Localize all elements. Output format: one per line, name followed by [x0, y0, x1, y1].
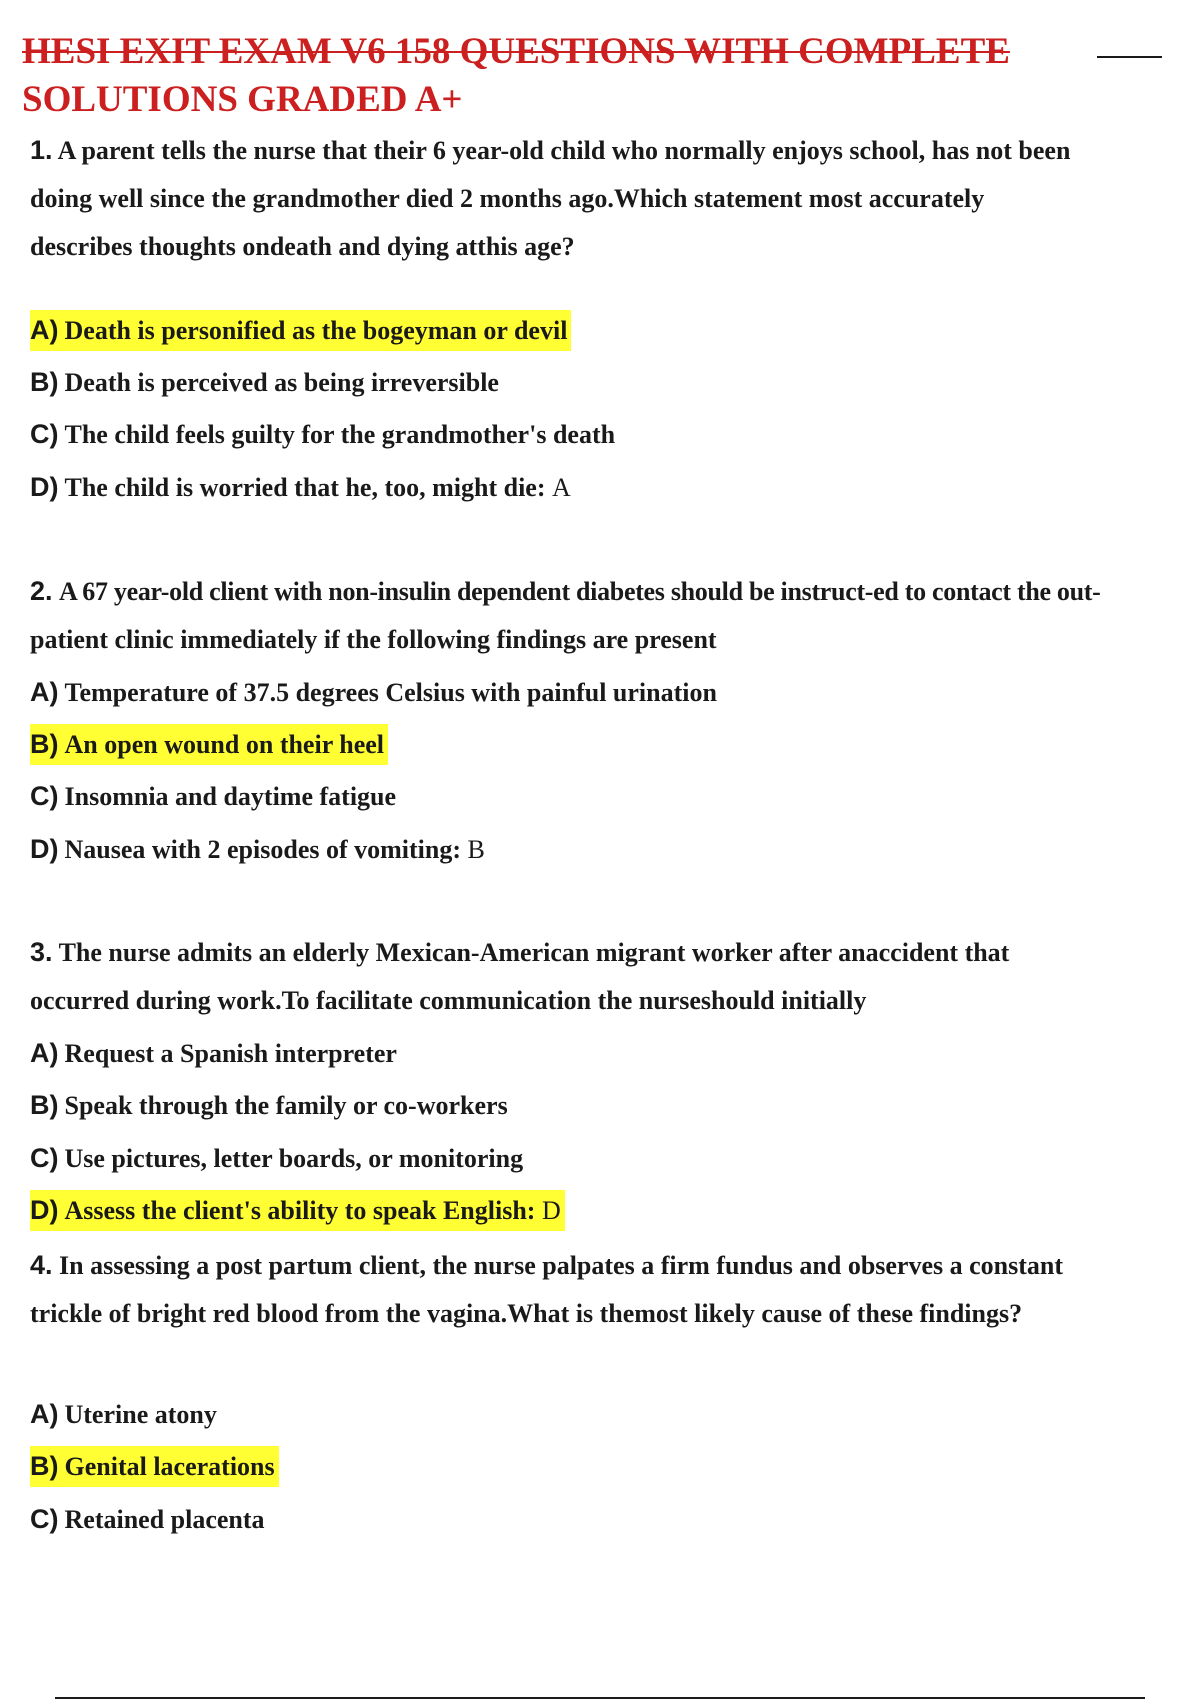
title-strike-extension: [1097, 56, 1162, 58]
q2-option-b: [30, 724, 388, 765]
answer-key: D: [541, 1196, 561, 1225]
q3-option-d: [30, 1190, 565, 1231]
question-text-line: describes thoughts ondeath and dying atthis age?: [30, 232, 575, 261]
q1-option-d: [30, 467, 571, 508]
question-number: 2.: [30, 576, 53, 606]
q3-option-a: [30, 1033, 397, 1074]
option-text: Uterine atony: [64, 1400, 217, 1429]
option-text: Use pictures, letter boards, or monitoring: [64, 1144, 524, 1173]
option-text: Death is perceived as being irreversible: [64, 368, 499, 397]
q3-option-c: [30, 1138, 523, 1179]
option-text: Death is personified as the bogeyman or devil: [64, 316, 568, 345]
question-text-line: A parent tells the nurse that their 6 year-old child who normally enjoys school, has not been: [57, 136, 1071, 165]
q2-option-c: [30, 776, 396, 817]
footer-divider: [55, 1697, 1145, 1699]
option-text: The child is worried that he, too, might die:: [64, 473, 546, 502]
question-number: 3.: [30, 937, 53, 967]
option-letter: A): [30, 677, 59, 707]
q1-option-b: [30, 362, 499, 403]
q4-option-c: [30, 1499, 265, 1540]
option-text: An open wound on their heel: [64, 730, 385, 759]
question-text-line: The nurse admits an elderly Mexican-American migrant worker after anaccident that: [58, 938, 1010, 967]
option-letter: B): [30, 1090, 59, 1120]
option-letter: C): [30, 1143, 59, 1173]
option-letter: C): [30, 1504, 59, 1534]
option-text: The child feels guilty for the grandmother's death: [64, 420, 616, 449]
q4-option-a: [30, 1394, 217, 1435]
title-line-1: HESI EXIT EXAM V6 158 QUESTIONS WITH COMPLETE: [22, 28, 1152, 76]
q4-option-b: [30, 1446, 279, 1487]
question-text-line: patient clinic immediately if the following findings are present: [30, 625, 717, 654]
q3-option-b: [30, 1085, 508, 1126]
question-text-line: occurred during work.To facilitate communication the nurseshould initially: [30, 986, 867, 1015]
q2-option-a: [30, 672, 717, 713]
q1-option-c: [30, 414, 615, 455]
option-text: Nausea with 2 episodes of vomiting:: [64, 835, 462, 864]
question-3: [30, 928, 1190, 1025]
option-text: Retained placenta: [64, 1505, 265, 1534]
question-1: [30, 126, 1190, 271]
question-text-line: doing well since the grandmother died 2 months ago.Which statement most accurately: [30, 184, 985, 213]
option-text: Temperature of 37.5 degrees Celsius with painful urination: [64, 678, 717, 707]
option-letter: B): [30, 729, 59, 759]
option-text: Genital lacerations: [64, 1452, 275, 1481]
option-letter: D): [30, 834, 59, 864]
option-text: Request a Spanish interpreter: [64, 1039, 397, 1068]
answer-key: B: [467, 835, 485, 864]
option-text: Assess the client's ability to speak English:: [64, 1196, 536, 1225]
question-4: [30, 1241, 1190, 1338]
question-2: [30, 567, 1190, 664]
question-number: 4.: [30, 1250, 53, 1280]
answer-key: A: [552, 473, 571, 502]
option-letter: C): [30, 419, 59, 449]
q1-option-a: [30, 310, 571, 351]
q2-option-d: [30, 829, 485, 870]
document-title: [22, 28, 1152, 124]
question-text-line: In assessing a post partum client, the nurse palpates a firm fundus and observes a constant: [59, 1251, 1064, 1280]
question-text-line: trickle of bright red blood from the vagina.What is themost likely cause of these findings?: [30, 1299, 1023, 1328]
option-letter: A): [30, 315, 59, 345]
option-letter: D): [30, 1195, 59, 1225]
option-text: Insomnia and daytime fatigue: [64, 782, 397, 811]
option-letter: A): [30, 1038, 59, 1068]
title-line-2: SOLUTIONS GRADED A+: [22, 79, 463, 120]
question-text-line: A 67 year-old client with non-insulin dependent diabetes should be instruct-ed to contact the out-: [59, 577, 1101, 606]
option-letter: D): [30, 472, 59, 502]
option-letter: A): [30, 1399, 59, 1429]
question-number: 1.: [30, 135, 53, 165]
option-letter: B): [30, 367, 59, 397]
option-letter: C): [30, 781, 59, 811]
option-text: Speak through the family or co-workers: [64, 1091, 508, 1120]
option-letter: B): [30, 1451, 59, 1481]
